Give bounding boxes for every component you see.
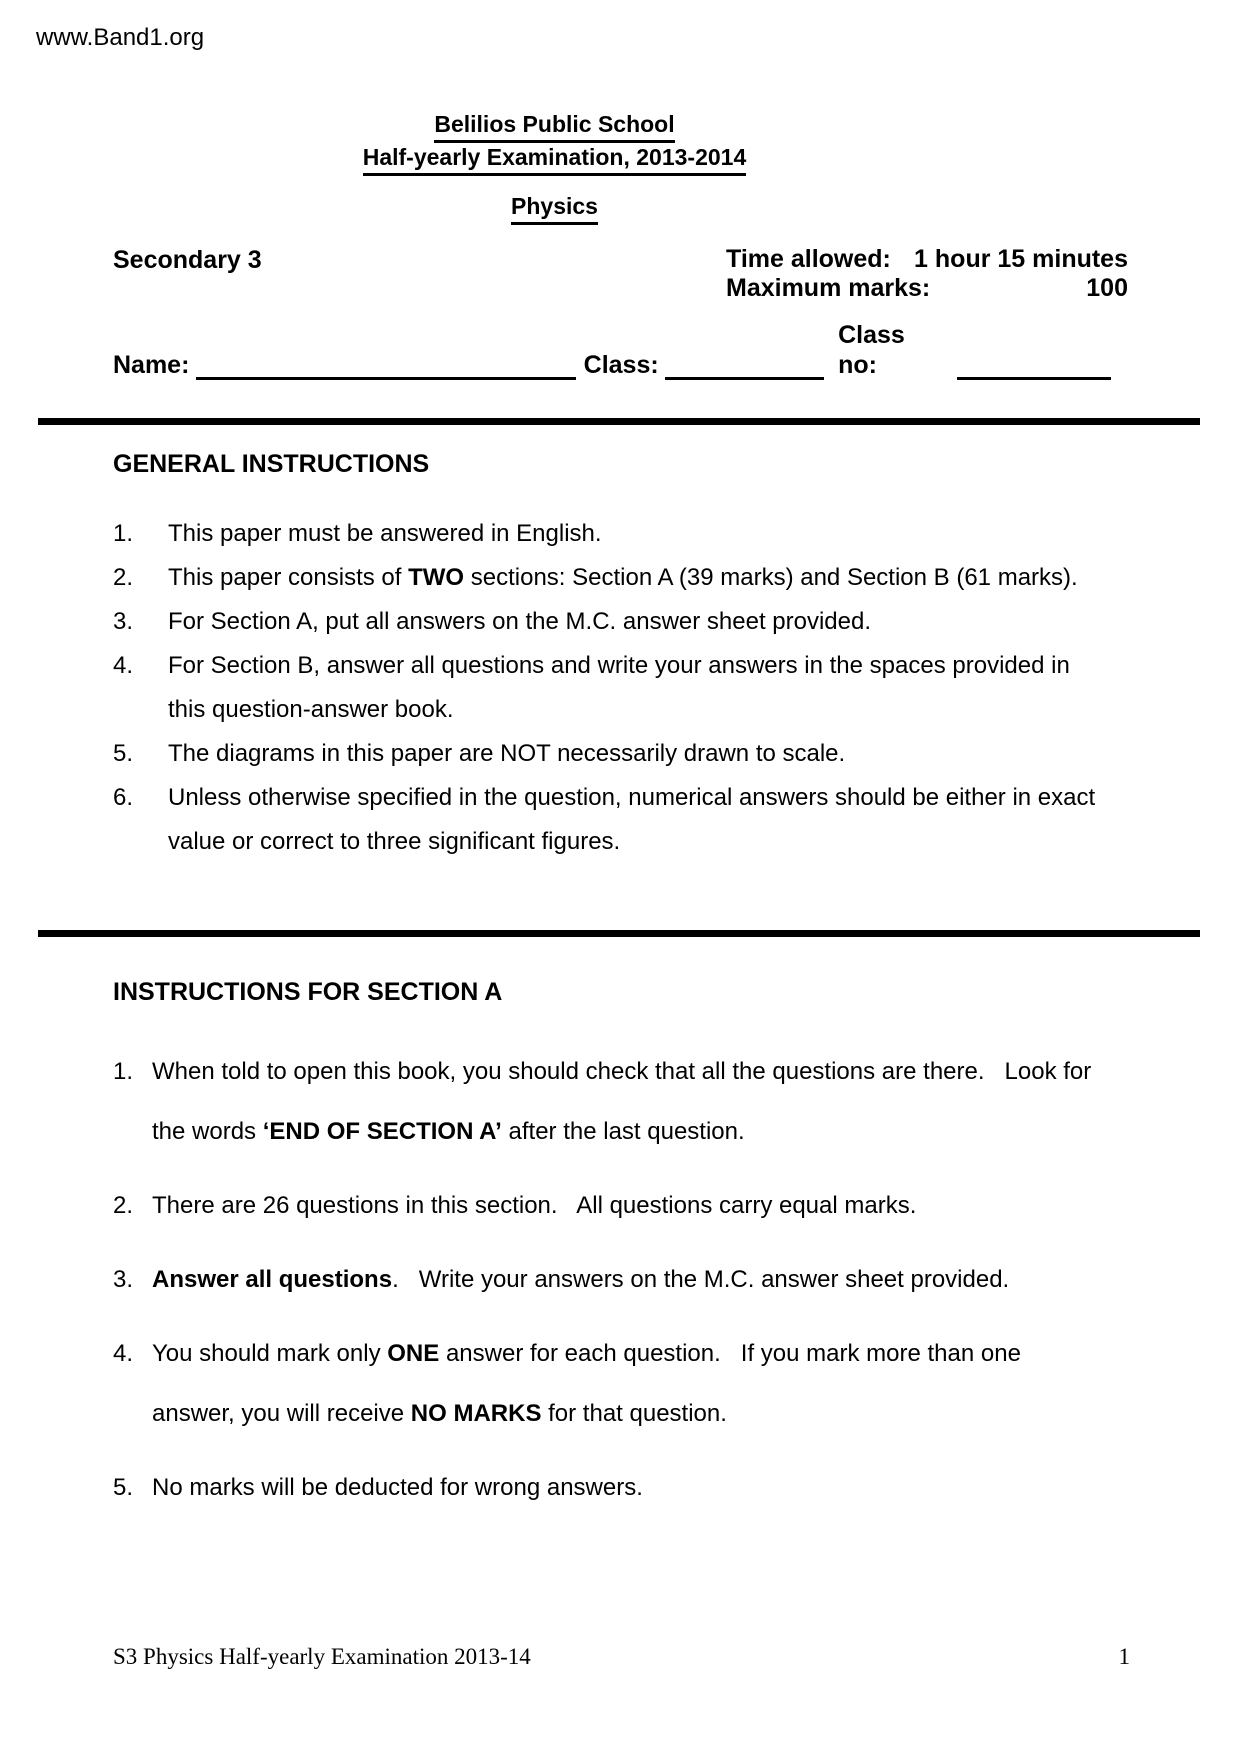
section-a-instructions-heading: INSTRUCTIONS FOR SECTION A bbox=[113, 978, 503, 1006]
class-no-label: Class no: bbox=[838, 321, 905, 379]
list-item bbox=[113, 1324, 1173, 1444]
title-block bbox=[113, 110, 996, 176]
list-item-number: 5. bbox=[113, 1474, 134, 1501]
school-title: Belilios Public School bbox=[113, 110, 996, 143]
max-marks-label: Maximum marks: bbox=[726, 274, 931, 302]
list-item-number: 3. bbox=[113, 1266, 134, 1293]
list-item-text: There are 26 questions in this section. All questions carry equal marks. bbox=[152, 1192, 917, 1219]
list-item-text: You should mark only ONE answer for each question. If you mark more than one answer, you will receive NO MARKS for that question. bbox=[152, 1340, 1021, 1427]
list-item-text: The diagrams in this paper are NOT necessarily drawn to scale. bbox=[168, 740, 846, 767]
list-item bbox=[113, 732, 1173, 776]
general-instructions-list bbox=[113, 512, 1173, 864]
list-item-text: Unless otherwise specified in the question, numerical answers should be either in exact value or correct to three significant figures. bbox=[168, 784, 1096, 855]
list-item-text: No marks will be deducted for wrong answers. bbox=[152, 1474, 643, 1501]
list-item bbox=[113, 1042, 1173, 1162]
list-item-number: 4. bbox=[113, 1340, 134, 1367]
footer-document-title: S3 Physics Half-yearly Examination 2013-14 bbox=[113, 1644, 531, 1669]
section-a-instructions-list bbox=[113, 1042, 1173, 1532]
list-item bbox=[113, 512, 1173, 556]
list-item-number: 4. bbox=[113, 652, 134, 679]
list-item-number: 2. bbox=[113, 564, 134, 591]
list-item-number: 5. bbox=[113, 740, 134, 767]
list-item bbox=[113, 644, 1173, 732]
name-label: Name: bbox=[113, 351, 190, 379]
list-item-text: For Section B, answer all questions and write your answers in the spaces provided in this question-answer book. bbox=[168, 652, 1070, 723]
list-item-number: 1. bbox=[113, 520, 134, 547]
list-item-text: This paper consists of TWO sections: Section A (39 marks) and Section B (61 marks). bbox=[168, 564, 1078, 591]
class-label: Class: bbox=[583, 351, 659, 379]
exam-limits-block bbox=[726, 245, 1128, 303]
page-footer bbox=[113, 1644, 1130, 1670]
list-item bbox=[113, 1458, 1173, 1518]
class-blank-field bbox=[665, 367, 824, 380]
list-item-number: 2. bbox=[113, 1192, 134, 1219]
list-item bbox=[113, 600, 1173, 644]
list-item-text: When told to open this book, you should check that all the questions are there. Look for the words ‘END OF SECTION A’ after the last question. bbox=[152, 1058, 1092, 1145]
time-allowed-row bbox=[726, 245, 1128, 274]
divider-rule-top bbox=[38, 418, 1200, 425]
time-allowed-label: Time allowed: bbox=[726, 245, 891, 273]
exam-meta-row bbox=[113, 245, 1128, 305]
max-marks-value: 100 bbox=[1086, 274, 1128, 302]
student-info-row bbox=[113, 320, 1111, 380]
footer-page-number: 1 bbox=[1118, 1644, 1130, 1669]
subject-title: Physics bbox=[113, 192, 996, 225]
divider-rule-bottom bbox=[38, 930, 1200, 937]
list-item-text: Answer all questions. Write your answers on the M.C. answer sheet provided. bbox=[152, 1266, 1010, 1293]
list-item-text: This paper must be answered in English. bbox=[168, 520, 602, 547]
website-link: www.Band1.org bbox=[36, 24, 205, 51]
list-item-number: 6. bbox=[113, 784, 134, 811]
list-item bbox=[113, 776, 1173, 864]
list-item bbox=[113, 556, 1173, 600]
list-item-text: For Section A, put all answers on the M.C. answer sheet provided. bbox=[168, 608, 872, 635]
list-item bbox=[113, 1176, 1173, 1236]
list-item bbox=[113, 1250, 1173, 1310]
name-blank-field bbox=[196, 367, 575, 380]
level-label: Secondary 3 bbox=[113, 246, 262, 274]
general-instructions-heading: GENERAL INSTRUCTIONS bbox=[113, 450, 430, 478]
exam-title: Half-yearly Examination, 2013-2014 bbox=[113, 143, 996, 176]
class-no-blank-field bbox=[957, 367, 1111, 380]
time-allowed-value: 1 hour 15 minutes bbox=[914, 245, 1128, 273]
list-item-number: 1. bbox=[113, 1058, 134, 1085]
list-item-number: 3. bbox=[113, 608, 134, 635]
max-marks-row bbox=[726, 274, 1128, 303]
